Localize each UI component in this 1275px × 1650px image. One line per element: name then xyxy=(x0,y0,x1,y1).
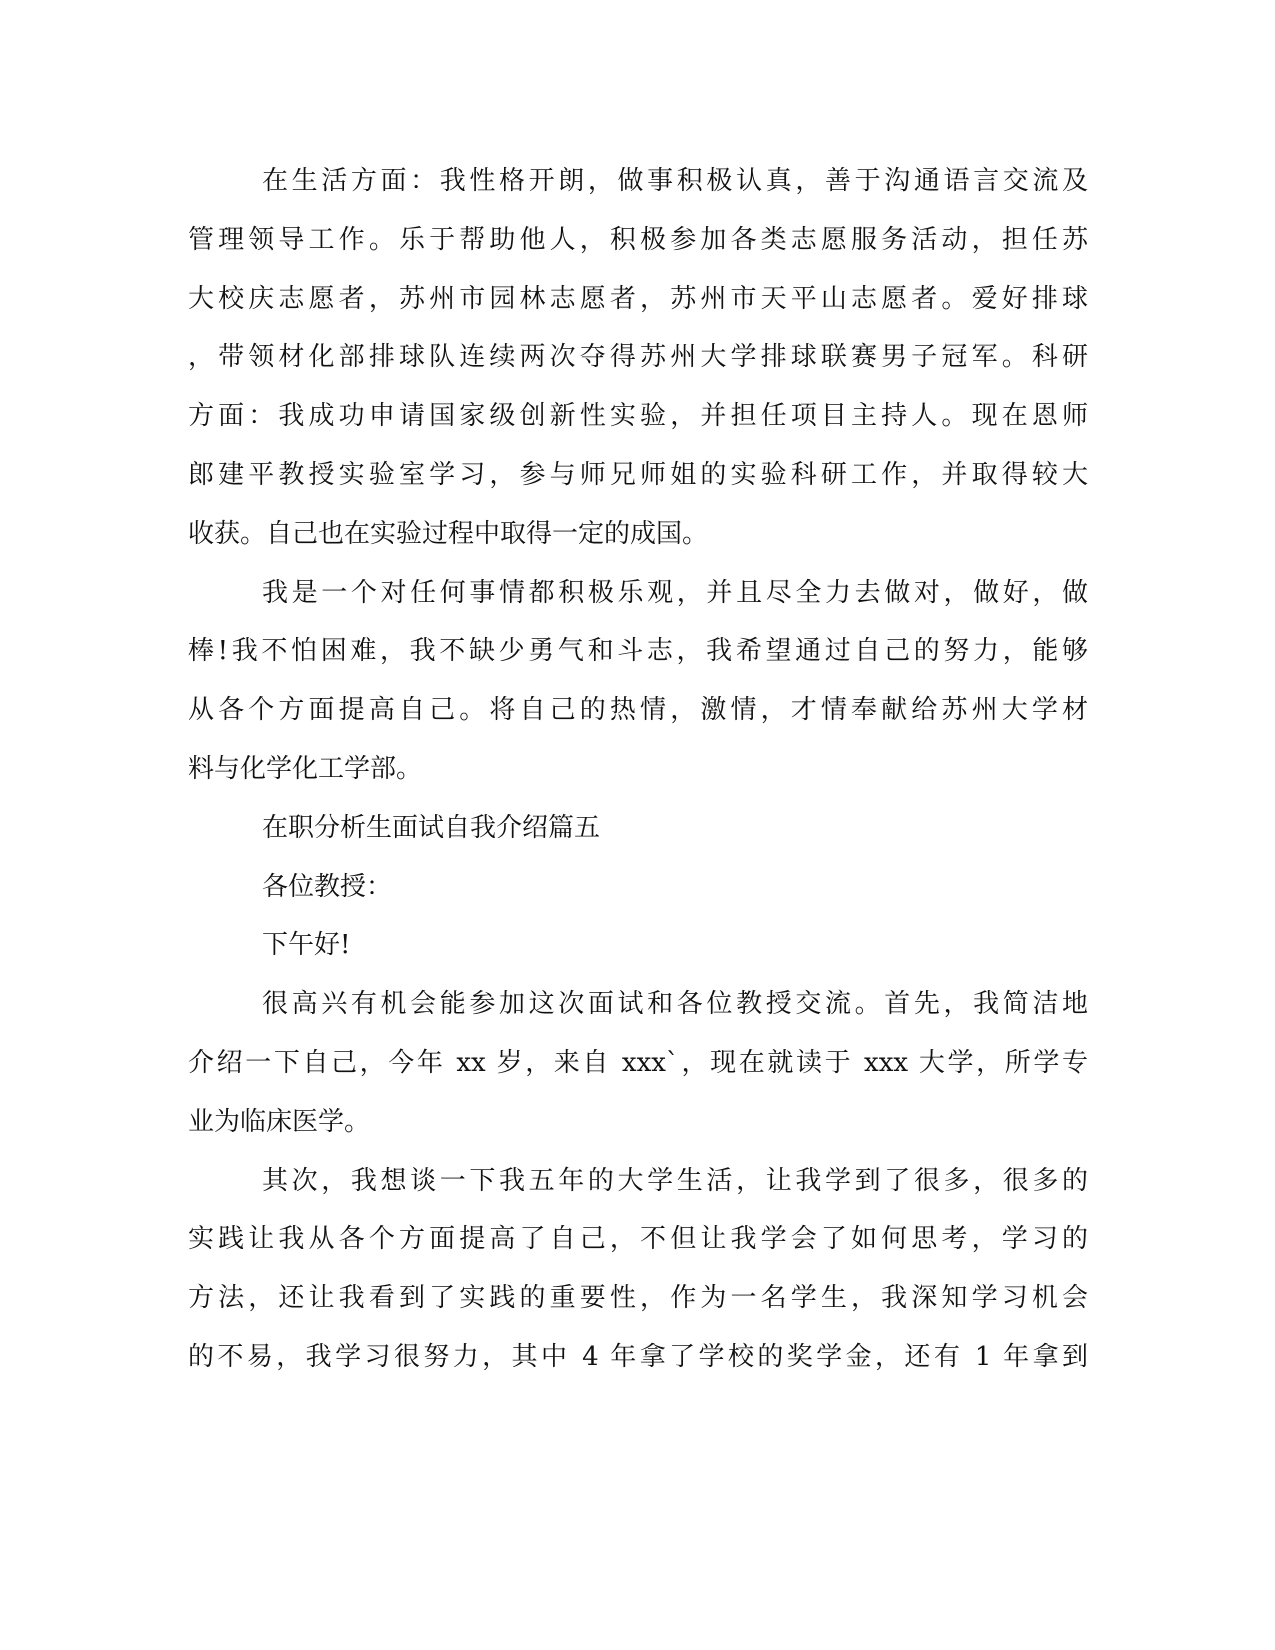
paragraph-line: 其次，我想谈一下我五年的大学生活，让我学到了很多，很多的 xyxy=(262,1166,1088,1196)
paragraph-line: 大校庆志愿者，苏州市园林志愿者，苏州市天平山志愿者。爱好排球 xyxy=(188,284,1088,314)
paragraph-line: 方面：我成功申请国家级创新性实验，并担任项目主持人。现在恩师 xyxy=(188,401,1088,431)
paragraph-line: 业为临床医学。 xyxy=(188,1107,371,1137)
section-heading: 在职分析生面试自我介绍篇五 xyxy=(262,813,601,843)
paragraph-line: 我是一个对任何事情都积极乐观，并且尽全力去做对，做好，做 xyxy=(262,578,1088,608)
paragraph-line: 在生活方面：我性格开朗，做事积极认真，善于沟通语言交流及 xyxy=(262,166,1088,196)
paragraph-line: 棒!我不怕困难，我不缺少勇气和斗志，我希望通过自己的努力，能够 xyxy=(188,636,1088,666)
paragraph-line: 管理领导工作。乐于帮助他人，积极参加各类志愿服务活动，担任苏 xyxy=(188,225,1088,255)
paragraph-line: 郎建平教授实验室学习，参与师兄师姐的实验科研工作，并取得较大 xyxy=(188,460,1088,490)
paragraph-line: 料与化学化工学部。 xyxy=(188,754,423,784)
paragraph-line: 方法，还让我看到了实践的重要性，作为一名学生，我深知学习机会 xyxy=(188,1283,1088,1313)
paragraph-line: 很高兴有机会能参加这次面试和各位教授交流。首先，我简洁地 xyxy=(262,989,1088,1019)
salutation: 各位教授： xyxy=(262,872,393,902)
paragraph-line: 介绍一下自己，今年 xx 岁，来自 xxx`，现在就读于 xxx 大学，所学专 xyxy=(188,1048,1088,1078)
paragraph-line: 的不易，我学习很努力，其中 4 年拿了学校的奖学金，还有 1 年拿到 xyxy=(188,1342,1088,1372)
paragraph-line: 收获。自己也在实验过程中取得一定的成国。 xyxy=(188,519,709,549)
paragraph-line: ，带领材化部排球队连续两次夺得苏州大学排球联赛男子冠军。科研 xyxy=(188,342,1088,372)
paragraph-line: 从各个方面提高自己。将自己的热情，激情，才情奉献给苏州大学材 xyxy=(188,695,1088,725)
greeting: 下午好! xyxy=(262,930,351,960)
paragraph-line: 实践让我从各个方面提高了自己，不但让我学会了如何思考，学习的 xyxy=(188,1224,1088,1254)
